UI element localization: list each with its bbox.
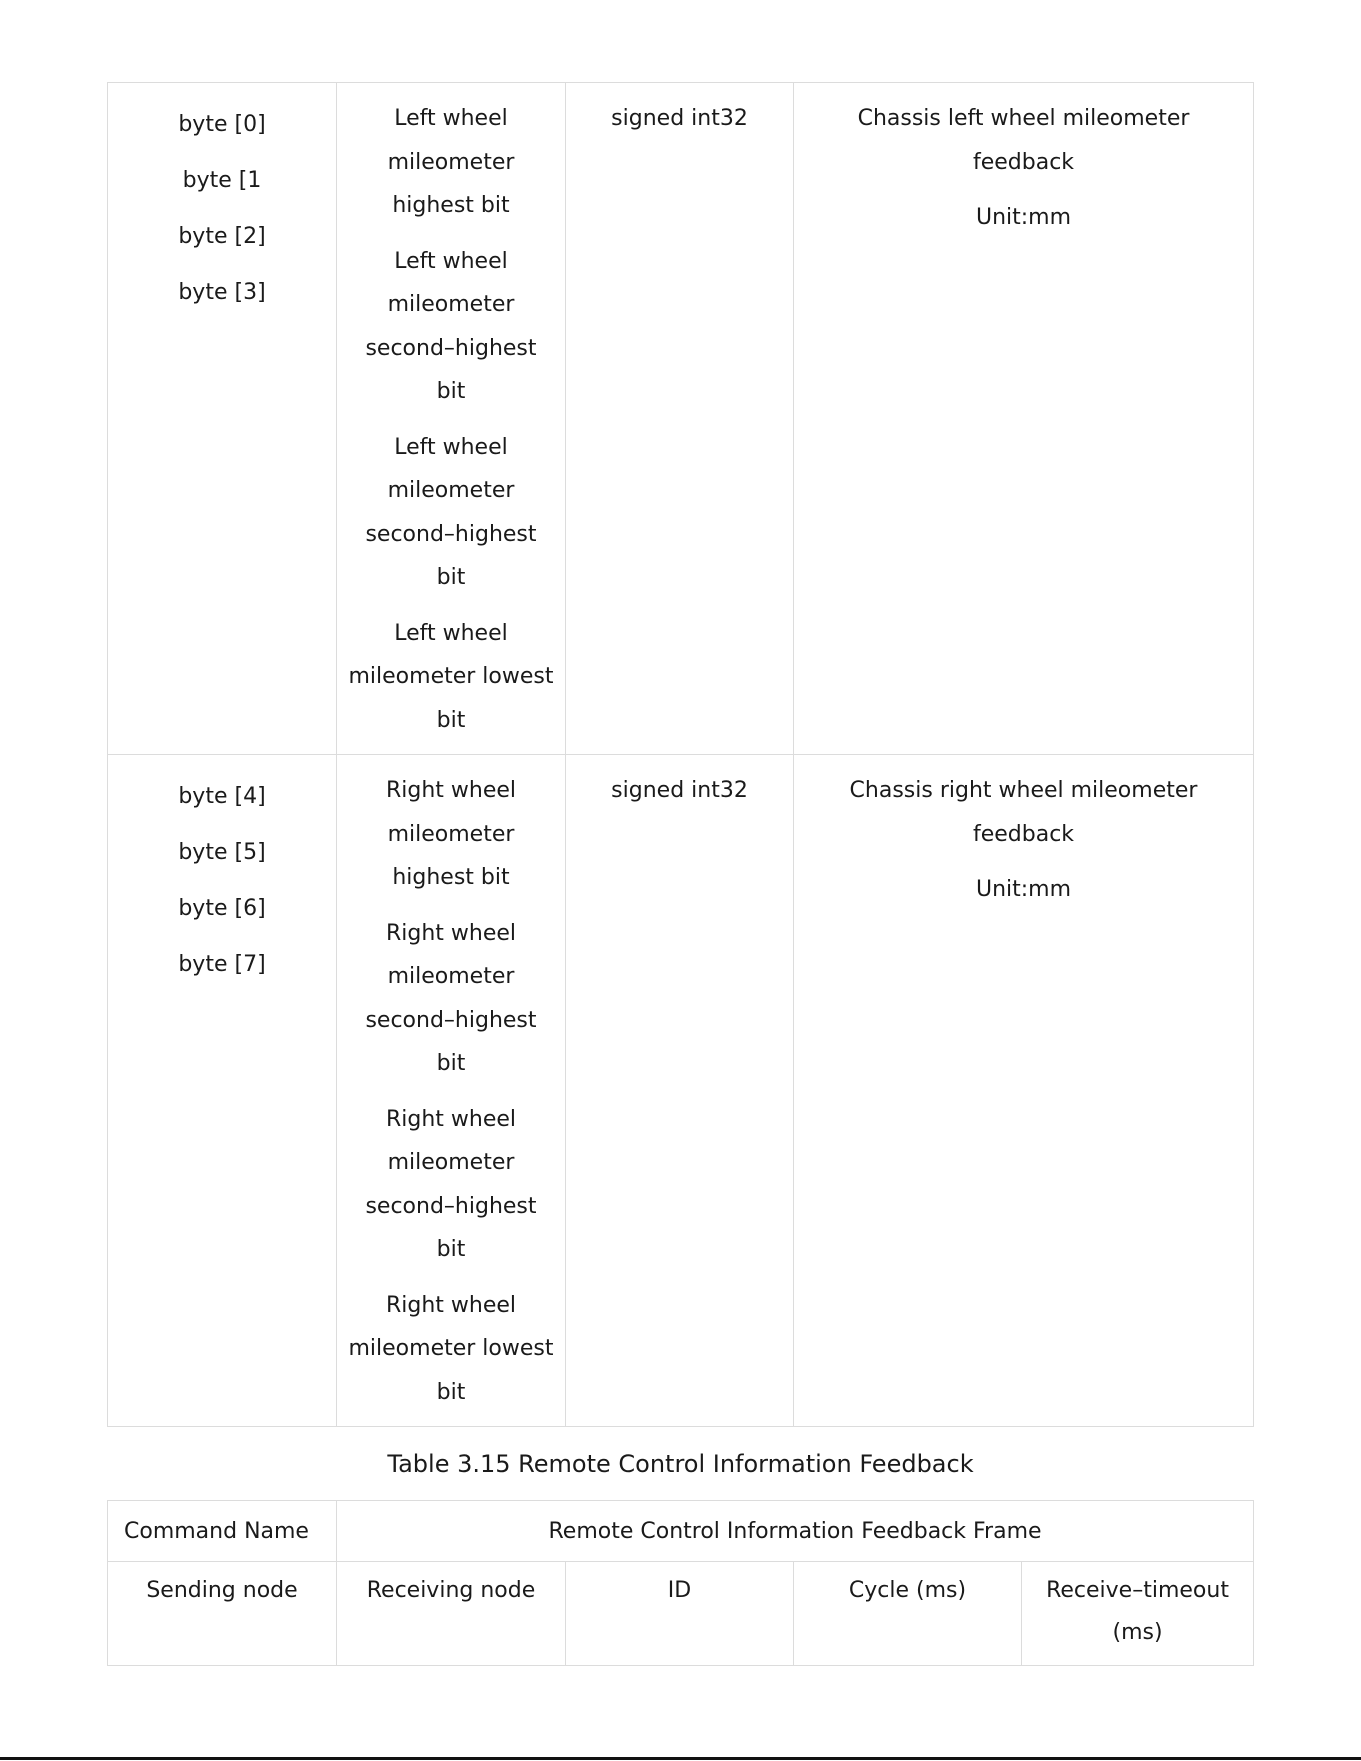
content-line: bit <box>436 565 466 590</box>
table-row <box>108 83 1254 755</box>
content-line: mileometer <box>387 1150 515 1175</box>
content-group <box>337 240 565 414</box>
content-line: mileometer <box>387 964 515 989</box>
content-line: Left wheel <box>394 620 508 646</box>
content-group <box>337 97 565 228</box>
command-name-value: Remote Control Information Feedback Frame <box>337 1501 1254 1562</box>
description-line: feedback <box>972 149 1075 175</box>
cycle-header: Cycle (ms) <box>848 1578 967 1603</box>
content-line: bit <box>436 1379 466 1405</box>
content-line: second–highest <box>365 1007 537 1033</box>
header-cell <box>566 1562 794 1666</box>
type-cell <box>566 83 794 755</box>
content-line: mileometer lowest <box>348 664 554 689</box>
content-line: second–highest <box>365 1193 537 1219</box>
content-line: highest bit <box>392 865 510 890</box>
header-cell <box>337 1562 566 1666</box>
content-group <box>337 1098 565 1272</box>
byte-label: byte [1 <box>182 168 262 193</box>
command-info-table <box>107 1500 1254 1666</box>
content-line: second–highest <box>365 335 537 361</box>
content-group <box>337 426 565 600</box>
receive-timeout-unit: (ms) <box>1112 1620 1163 1645</box>
byte-label: byte [4] <box>178 784 266 809</box>
content-line: mileometer <box>387 149 515 175</box>
byte-label: byte [2] <box>178 224 266 249</box>
content-cell <box>337 83 566 755</box>
byte-label: byte [7] <box>178 952 266 977</box>
content-line: Left wheel <box>394 248 508 274</box>
receiving-node-header: Receiving node <box>366 1578 536 1603</box>
content-line: mileometer <box>387 292 515 317</box>
type-cell <box>566 755 794 1427</box>
content-line: Right wheel <box>385 1292 517 1318</box>
page-bottom-rule <box>0 1757 1361 1760</box>
data-type: signed int32 <box>611 106 748 131</box>
data-type: signed int32 <box>611 778 748 803</box>
content-group <box>337 769 565 900</box>
description-line: feedback <box>972 821 1075 847</box>
header-cell <box>108 1562 337 1666</box>
description-cell <box>794 755 1254 1427</box>
content-group <box>337 612 565 743</box>
content-line: bit <box>436 1237 466 1262</box>
table-row <box>108 755 1254 1427</box>
table-caption: Table 3.15 Remote Control Information Feedback <box>387 1450 974 1478</box>
header-cell <box>1022 1562 1254 1666</box>
command-name-label: Command Name <box>108 1501 337 1562</box>
byte-cell <box>108 755 337 1427</box>
content-line: Right wheel <box>385 778 517 803</box>
receive-timeout-header: Receive–timeout <box>1046 1578 1229 1603</box>
content-line: second–highest <box>365 521 537 547</box>
content-line: Right wheel <box>385 1106 517 1132</box>
content-line: highest bit <box>392 193 510 218</box>
byte-label: byte [0] <box>178 112 266 137</box>
content-line: bit <box>436 379 466 404</box>
sending-node-header: Sending node <box>146 1578 298 1603</box>
header-cell <box>794 1562 1022 1666</box>
description-line: Chassis left wheel mileometer <box>857 106 1190 131</box>
unit-label: Unit:mm <box>975 205 1072 230</box>
content-line: Right wheel <box>385 920 517 946</box>
table-row <box>108 1562 1254 1666</box>
id-header: ID <box>667 1578 692 1603</box>
byte-cell <box>108 83 337 755</box>
table-row <box>108 1501 1254 1562</box>
content-line: bit <box>436 707 466 733</box>
byte-label: byte [3] <box>178 280 266 305</box>
mileometer-feedback-table <box>107 82 1254 1427</box>
content-line: mileometer lowest <box>348 1336 554 1361</box>
content-group <box>337 912 565 1086</box>
unit-label: Unit:mm <box>975 877 1072 902</box>
content-line: Left wheel <box>394 106 508 131</box>
description-line: Chassis right wheel mileometer <box>849 778 1198 803</box>
content-line: mileometer <box>387 821 515 847</box>
byte-label: byte [5] <box>178 840 266 865</box>
content-group <box>337 1284 565 1415</box>
byte-label: byte [6] <box>178 896 266 921</box>
description-cell <box>794 83 1254 755</box>
content-cell <box>337 755 566 1427</box>
content-line: bit <box>436 1051 466 1076</box>
content-line: Left wheel <box>394 434 508 460</box>
content-line: mileometer <box>387 478 515 503</box>
